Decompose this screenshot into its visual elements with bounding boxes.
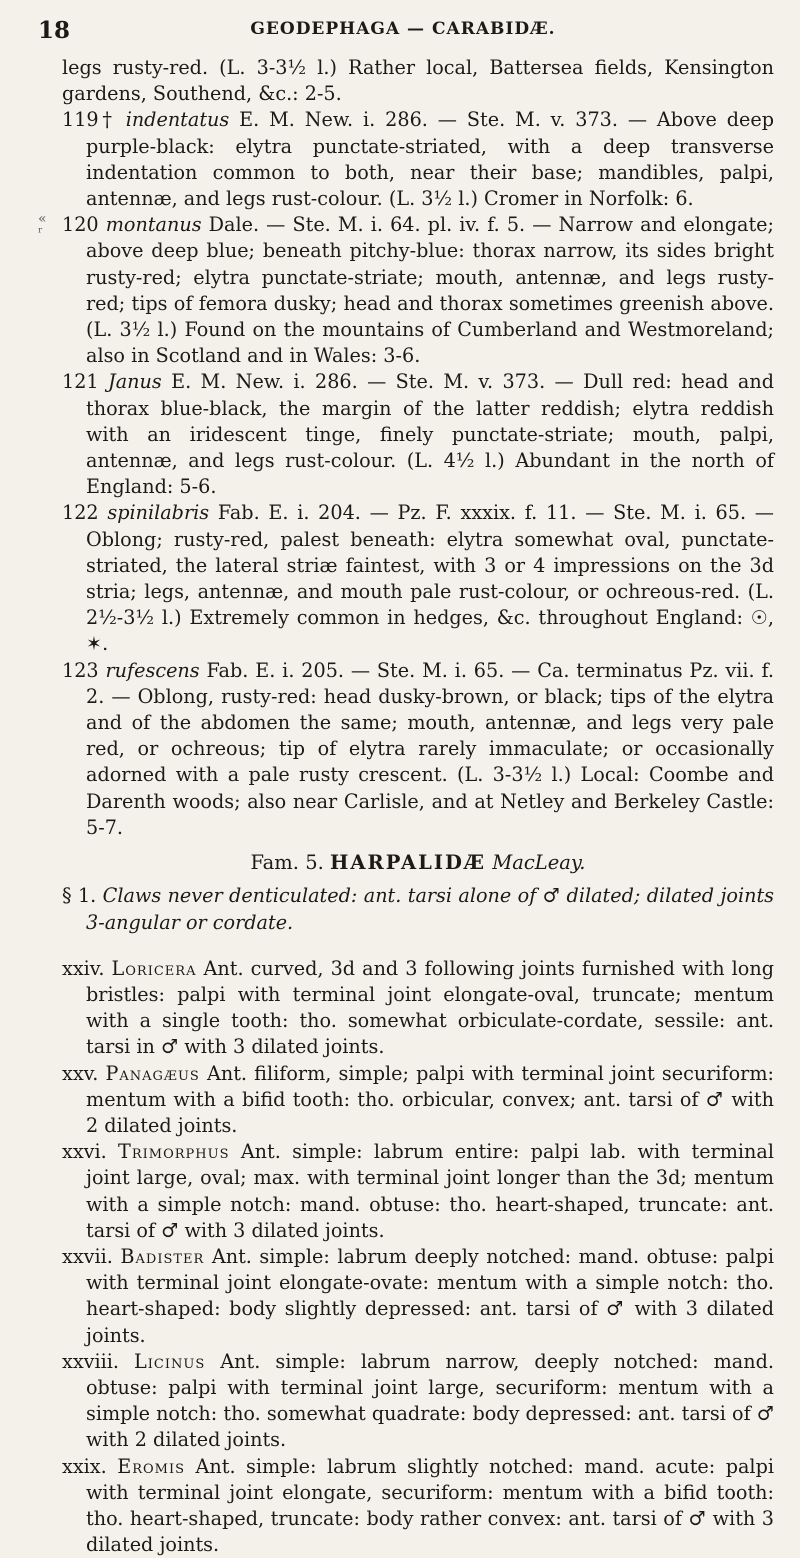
species-description: Fab. E. i. 204. — Pz. F. xxxix. f. 11. — Ste. M. i. 65. — Oblong; rusty-red, palest beneath: elytra somewhat oval, punctate-striated, the lateral striæ faintest, with 3 or 4 impressions on the 3d stria; legs, antennæ, and mouth pale rust-colour, or ochreous-red. (L. 2½-3½ l.) Extremely common in hedges, &c. throughout England: ☉, ✶. — [86, 501, 774, 656]
species-name: Janus — [108, 370, 162, 394]
genus-entry — [62, 1061, 774, 1140]
species-description: Dale. — Ste. M. i. 64. pl. iv. f. 5. — Narrow and elongate; above deep blue; beneath pitchy-blue: thorax narrow, its sides bright rusty-red; elytra punctate-striate; mouth, antennæ, and legs rusty-red; tips of femora dusky; head and thorax sometimes greenish above. (L. 3½ l.) Found on the mountains of Cumberland and Westmoreland; also in Scotland and in Wales: 3-6. — [86, 213, 774, 368]
species-entry — [62, 107, 774, 212]
species-number: 119† — [62, 108, 116, 132]
genus-description: Ant. simple: labrum narrow, deeply notched: mand. obtuse: palpi with terminal joint large, securiform: mentum with a simple notch: tho. somewhat quadrate: body depressed: ant. tarsi of ♂ with 2 dilated joints. — [86, 1349, 774, 1452]
section-heading — [62, 883, 774, 935]
entry-text: legs rusty-red. (L. 3-3½ l.) Rather local, Battersea fields, Kensington gardens, Southend, &c.: 2-5. — [62, 56, 774, 106]
genus-description: Ant. curved, 3d and 3 following joints furnished with long bristles: palpi with terminal joint elongate-oval, truncate; mentum with a single tooth: tho. somewhat orbiculate-cordate, sessile: ant. tarsi in ♂ with 3 dilated joints. — [86, 956, 774, 1059]
page-body — [62, 55, 774, 1558]
page-number: 18 — [38, 17, 71, 44]
genus-description: Ant. simple: labrum slightly notched: mand. acute: palpi with terminal joint elongate, securiform: mentum with a bifid tooth: tho. heart-shaped, truncate: body rather convex: ant. tarsi of ♂ with 3 dilated joints. — [86, 1454, 774, 1557]
genus-entry — [62, 1349, 774, 1454]
species-number: 122 — [62, 501, 99, 525]
species-entry — [62, 212, 774, 369]
genus-description: Ant. filiform, simple; palpi with terminal joint securiform: mentum with a bifid tooth: tho. orbicular, convex; ant. tarsi of ♂ with 2 dilated joints. — [86, 1061, 774, 1137]
species-number: 123 — [62, 658, 99, 682]
species-name: spinilabris — [107, 501, 210, 525]
genus-entry — [62, 1454, 774, 1558]
species-description: E. M. New. i. 286. — Ste. M. v. 373. — Above deep purple-black: elytra punctate-striated, with a deep transverse indentation common to both, near their base; mandibles, palpi, antennæ, and legs rust-colour. (L. 3½ l.) Cromer in Norfolk: 6. — [86, 108, 774, 211]
species-name: indentatus — [125, 108, 230, 132]
species-number: 121 — [62, 370, 99, 394]
species-name: montanus — [105, 213, 202, 237]
family-prefix: Fam. 5. — [250, 851, 324, 875]
family-name: HARPALIDÆ — [330, 851, 487, 875]
section-text: Claws never denticulated: ant. tarsi alone of ♂ dilated; dilated joints 3-angular or cordate. — [86, 884, 774, 934]
species-name: rufescens — [105, 658, 200, 682]
genus-number: xxv. — [62, 1061, 99, 1085]
genus-description: Ant. simple: labrum deeply notched: mand. obtuse: palpi with terminal joint elongate-ovate: mentum with a simple notch: tho. heart-shaped: body slightly depressed: ant. tarsi of ♂ with 3 dilated joints. — [86, 1244, 774, 1347]
genus-number: xxix. — [62, 1454, 107, 1478]
genus-entry — [62, 1244, 774, 1349]
genus-entry — [62, 1139, 774, 1244]
section-label: § 1. — [62, 884, 97, 908]
genus-name: Panagæus — [105, 1061, 200, 1085]
genus-description: Ant. simple: labrum entire: palpi lab. with terminal joint large, oval; max. with terminal joint longer than the 3d; mentum with a simple notch: mand. obtuse: tho. heart-shaped, truncate: ant. tarsi of ♂ with 3 dilated joints. — [86, 1140, 774, 1242]
genus-name: Loricera — [111, 956, 197, 980]
genus-entry — [62, 956, 774, 1061]
species-description: Fab. E. i. 205. — Ste. M. i. 65. — Ca. terminatus Pz. vii. f. 2. — Oblong, rusty-red: head dusky-brown, or black; tips of the elytra and of the abdomen the same; mouth, antennæ, and legs very pale red, or ochreous; tip of elytra rarely immaculate; or occasionally adorned with a pale rusty crescent. (L. 3-3½ l.) Local: Coombe and Darenth woods; also near Carlisle, and at Netley and Berkeley Castle: 5-7. — [86, 658, 775, 839]
family-author: MacLeay. — [492, 851, 586, 875]
family-heading — [62, 850, 774, 876]
species-entry — [62, 369, 774, 500]
species-entry — [62, 658, 774, 841]
running-head: GEODEPHAGA — CARABIDÆ. — [250, 19, 556, 39]
genus-number: xxviii. — [62, 1349, 119, 1373]
margin-marks: « ʳ — [38, 211, 47, 241]
genus-number: xxvii. — [62, 1244, 113, 1268]
genus-name: Eromis — [117, 1454, 186, 1478]
genus-name: Trimorphus — [118, 1140, 230, 1164]
genus-number: xxiv. — [62, 956, 105, 980]
species-description: E. M. New. i. 286. — Ste. M. v. 373. — Dull red: head and thorax blue-black, the margin of the latter reddish; elytra reddish with an iridescent tinge, finely punctate-striate; mouth, palpi, antennæ, and legs rust-colour. (L. 4½ l.) Abundant in the north of England: 5-6. — [86, 370, 774, 499]
species-number: 120 — [62, 213, 99, 237]
page-header — [38, 17, 768, 44]
genus-name: Licinus — [134, 1349, 206, 1373]
genus-name: Badister — [120, 1244, 205, 1268]
genus-number: xxvi. — [62, 1140, 107, 1164]
species-entry — [62, 500, 774, 657]
continued-entry — [62, 55, 774, 107]
